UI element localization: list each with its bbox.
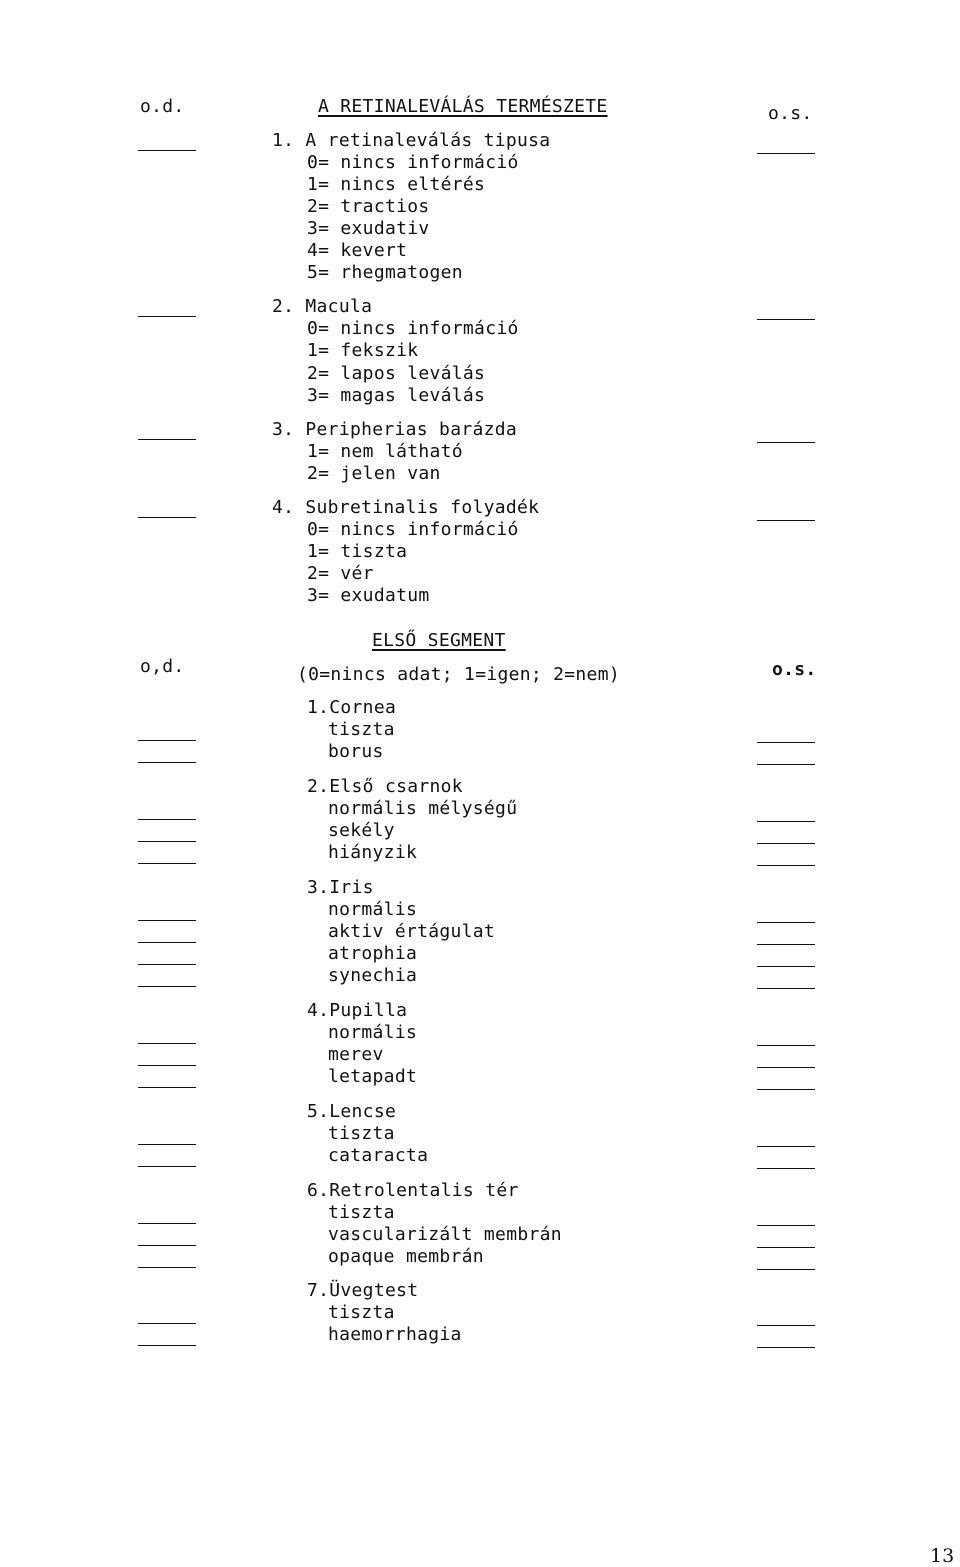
s1-line: 3. Peripherias barázda xyxy=(272,419,518,440)
s2-line: synechia xyxy=(328,965,418,986)
s2-line: haemorrhagia xyxy=(328,1324,462,1345)
s2-line: 3.Iris xyxy=(307,877,374,898)
s2-line: normális xyxy=(328,1022,418,1043)
s1-line: 0= nincs információ xyxy=(307,318,519,339)
section-title-retinal-detachment: A RETINALEVÁLÁS TERMÉSZETE xyxy=(318,96,608,117)
os-answer-blank[interactable] xyxy=(757,742,815,743)
os-answer-blank[interactable] xyxy=(757,966,815,967)
s2-line: normális mélységű xyxy=(328,798,518,819)
s2-line: letapadt xyxy=(328,1066,418,1087)
s2-line: borus xyxy=(328,741,384,762)
od-answer-blank[interactable] xyxy=(138,1267,196,1268)
right-column-label: o.s. xyxy=(768,103,813,124)
section-legend: (0=nincs adat; 1=igen; 2=nem) xyxy=(297,664,620,685)
os-answer-blank[interactable] xyxy=(757,1168,815,1169)
s2-line: tiszta xyxy=(328,1202,395,1223)
s1-line: 3= exudatum xyxy=(307,585,430,606)
s2-line: opaque membrán xyxy=(328,1246,484,1267)
od-answer-blank[interactable] xyxy=(138,1166,196,1167)
os-answer-blank[interactable] xyxy=(757,1045,815,1046)
od-answer-blank[interactable] xyxy=(138,1245,196,1246)
os-answer-blank[interactable] xyxy=(757,1089,815,1090)
s2-line: tiszta xyxy=(328,1302,395,1323)
od-answer-blank[interactable] xyxy=(138,1043,196,1044)
s2-line: atrophia xyxy=(328,943,418,964)
s2-line: aktiv értágulat xyxy=(328,921,496,942)
s1-line: 1= nincs eltérés xyxy=(307,174,486,195)
page-number: 13 xyxy=(930,1545,955,1567)
s1-line: 2= tractios xyxy=(307,196,430,217)
od-answer-blank[interactable] xyxy=(138,150,196,151)
os-answer-blank[interactable] xyxy=(757,1247,815,1248)
os-answer-blank[interactable] xyxy=(757,442,815,443)
s1-line: 0= nincs információ xyxy=(307,152,519,173)
left-column-label: o.d. xyxy=(140,96,185,117)
s1-line: 4= kevert xyxy=(307,240,408,261)
s2-line: tiszta xyxy=(328,1123,395,1144)
od-answer-blank[interactable] xyxy=(138,1345,196,1346)
section-title-anterior-segment: ELSŐ SEGMENT xyxy=(372,630,506,651)
s1-line: 1= fekszik xyxy=(307,340,419,361)
s1-line: 5= rhegmatogen xyxy=(307,262,463,283)
os-answer-blank[interactable] xyxy=(757,764,815,765)
od-answer-blank[interactable] xyxy=(138,316,196,317)
s1-line: 1= nem látható xyxy=(307,441,463,462)
os-answer-blank[interactable] xyxy=(757,1347,815,1348)
s2-line: 4.Pupilla xyxy=(307,1000,408,1021)
od-answer-blank[interactable] xyxy=(138,964,196,965)
s2-line: tiszta xyxy=(328,719,395,740)
os-answer-blank[interactable] xyxy=(757,843,815,844)
os-answer-blank[interactable] xyxy=(757,944,815,945)
od-answer-blank[interactable] xyxy=(138,740,196,741)
od-answer-blank[interactable] xyxy=(138,517,196,518)
os-answer-blank[interactable] xyxy=(757,1146,815,1147)
s2-line: hiányzik xyxy=(328,842,418,863)
s1-line: 2= vér xyxy=(307,563,374,584)
od-answer-blank[interactable] xyxy=(138,1223,196,1224)
s2-line: 6.Retrolentalis tér xyxy=(307,1180,519,1201)
s2-line: 5.Lencse xyxy=(307,1101,397,1122)
os-answer-blank[interactable] xyxy=(757,865,815,866)
left-column-label: o,d. xyxy=(140,656,185,677)
right-column-label: o.s. xyxy=(772,659,817,680)
od-answer-blank[interactable] xyxy=(138,762,196,763)
od-answer-blank[interactable] xyxy=(138,819,196,820)
od-answer-blank[interactable] xyxy=(138,1065,196,1066)
s2-line: sekély xyxy=(328,820,395,841)
od-answer-blank[interactable] xyxy=(138,1144,196,1145)
os-answer-blank[interactable] xyxy=(757,1067,815,1068)
s2-line: cataracta xyxy=(328,1145,429,1166)
s1-line: 0= nincs információ xyxy=(307,519,519,540)
s2-line: 7.Üvegtest xyxy=(307,1280,419,1301)
os-answer-blank[interactable] xyxy=(757,153,815,154)
s1-line: 3= exudativ xyxy=(307,218,430,239)
od-answer-blank[interactable] xyxy=(138,841,196,842)
s1-line: 2. Macula xyxy=(272,296,373,317)
od-answer-blank[interactable] xyxy=(138,942,196,943)
os-answer-blank[interactable] xyxy=(757,821,815,822)
s2-line: normális xyxy=(328,899,418,920)
s1-line: 4. Subretinalis folyadék xyxy=(272,497,540,518)
od-answer-blank[interactable] xyxy=(138,1323,196,1324)
s2-line: merev xyxy=(328,1044,384,1065)
s1-line: 1= tiszta xyxy=(307,541,408,562)
od-answer-blank[interactable] xyxy=(138,439,196,440)
s2-line: 1.Cornea xyxy=(307,697,397,718)
s2-line: vascularizált membrán xyxy=(328,1224,562,1245)
os-answer-blank[interactable] xyxy=(757,1225,815,1226)
od-answer-blank[interactable] xyxy=(138,920,196,921)
os-answer-blank[interactable] xyxy=(757,520,815,521)
os-answer-blank[interactable] xyxy=(757,319,815,320)
s1-line: 1. A retinaleválás tipusa xyxy=(272,130,551,151)
s1-line: 3= magas leválás xyxy=(307,385,486,406)
os-answer-blank[interactable] xyxy=(757,988,815,989)
od-answer-blank[interactable] xyxy=(138,863,196,864)
os-answer-blank[interactable] xyxy=(757,1269,815,1270)
od-answer-blank[interactable] xyxy=(138,986,196,987)
s1-line: 2= jelen van xyxy=(307,463,441,484)
od-answer-blank[interactable] xyxy=(138,1087,196,1088)
os-answer-blank[interactable] xyxy=(757,1325,815,1326)
s1-line: 2= lapos leválás xyxy=(307,363,486,384)
os-answer-blank[interactable] xyxy=(757,922,815,923)
s2-line: 2.Első csarnok xyxy=(307,776,463,797)
